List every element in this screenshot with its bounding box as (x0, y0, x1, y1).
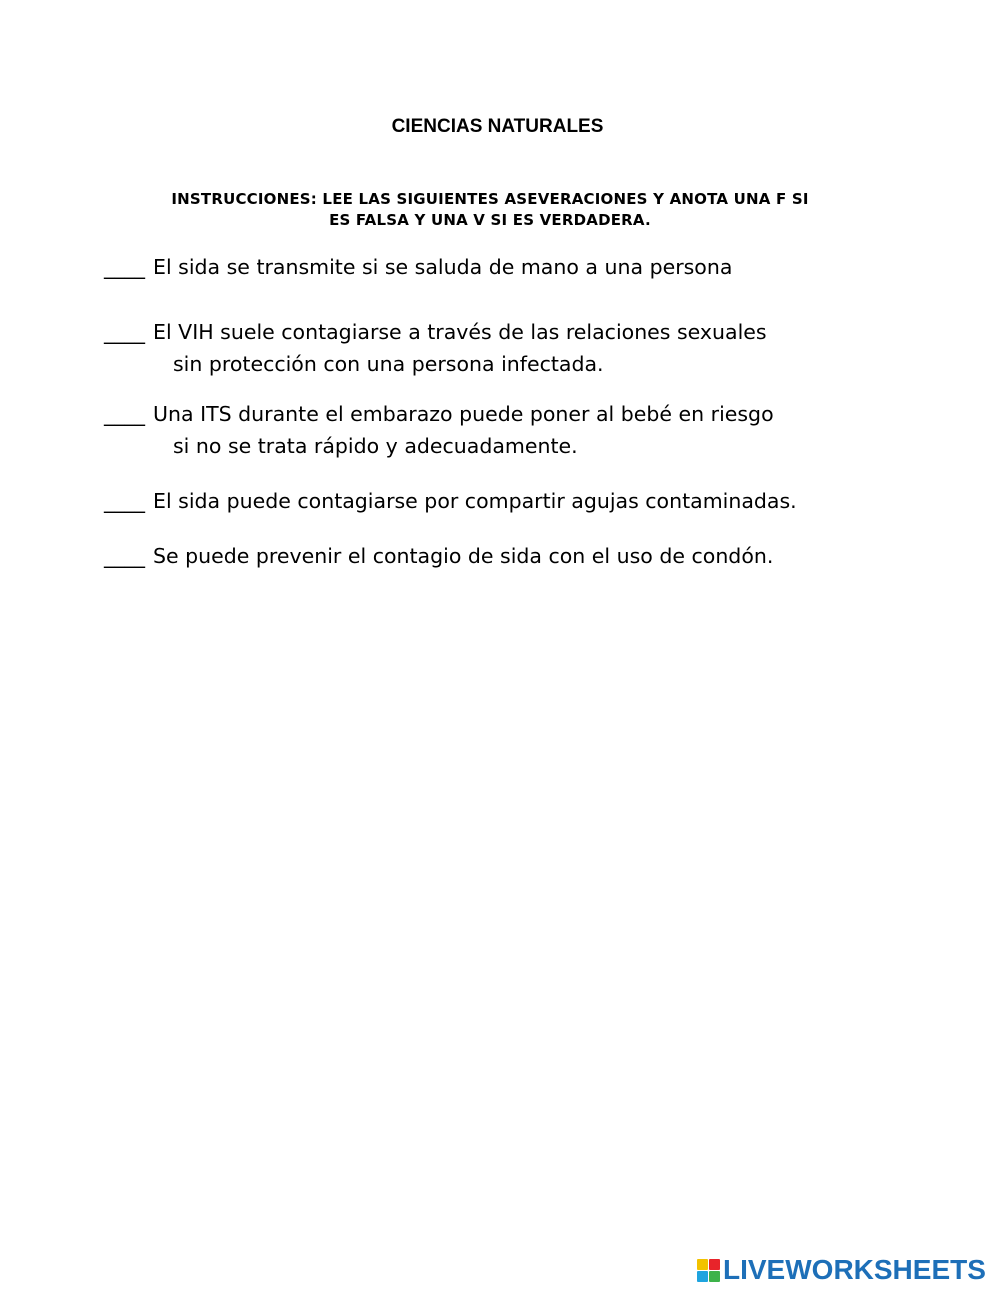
statement-5-line-1 (104, 540, 934, 572)
instructions-line-2: ES FALSA Y UNA V SI ES VERDADERA. (329, 211, 651, 229)
statement-2-text-1: El VIH suele contagiarse a través de las relaciones sexuales (153, 320, 767, 344)
statement-3-text-1: Una ITS durante el embarazo puede poner al bebé en riesgo (153, 402, 774, 426)
answer-blank-4[interactable]: ____ (104, 489, 145, 513)
statement-3 (104, 398, 934, 462)
instructions-line-1: INSTRUCCIONES: LEE LAS SIGUIENTES ASEVERACIONES Y ANOTA UNA F SI (171, 190, 809, 208)
statement-5-text: Se puede prevenir el contagio de sida con el uso de condón. (153, 544, 774, 568)
answer-blank-2[interactable]: ____ (104, 320, 145, 344)
liveworksheets-brand (697, 1255, 986, 1285)
instructions (92, 189, 888, 231)
liveworksheets-logo-icon (697, 1259, 720, 1282)
statement-1-line-1 (104, 251, 934, 283)
statement-2-text-2: sin protección con una persona infectada. (173, 352, 604, 376)
answer-blank-5[interactable]: ____ (104, 544, 145, 568)
statement-1 (104, 251, 934, 283)
statement-4 (104, 485, 934, 517)
logo-square-red (709, 1259, 720, 1270)
logo-square-yellow (697, 1259, 708, 1270)
statement-1-text: El sida se transmite si se saluda de mano a una persona (153, 255, 733, 279)
statement-5 (104, 540, 934, 572)
answer-blank-3[interactable]: ____ (104, 402, 145, 426)
statement-2 (104, 316, 934, 380)
statement-3-line-1 (104, 398, 934, 430)
statement-3-text-2: si no se trata rápido y adecuadamente. (173, 434, 578, 458)
worksheet-title: CIENCIAS NATURALES (391, 116, 604, 137)
logo-square-green (709, 1271, 720, 1282)
brand-name: LIVEWORKSHEETS (723, 1254, 986, 1285)
logo-square-blue (697, 1271, 708, 1282)
statement-2-line-1 (104, 316, 934, 348)
statement-4-line-1 (104, 485, 934, 517)
answer-blank-1[interactable]: ____ (104, 255, 145, 279)
statement-4-text: El sida puede contagiarse por compartir agujas contaminadas. (153, 489, 797, 513)
